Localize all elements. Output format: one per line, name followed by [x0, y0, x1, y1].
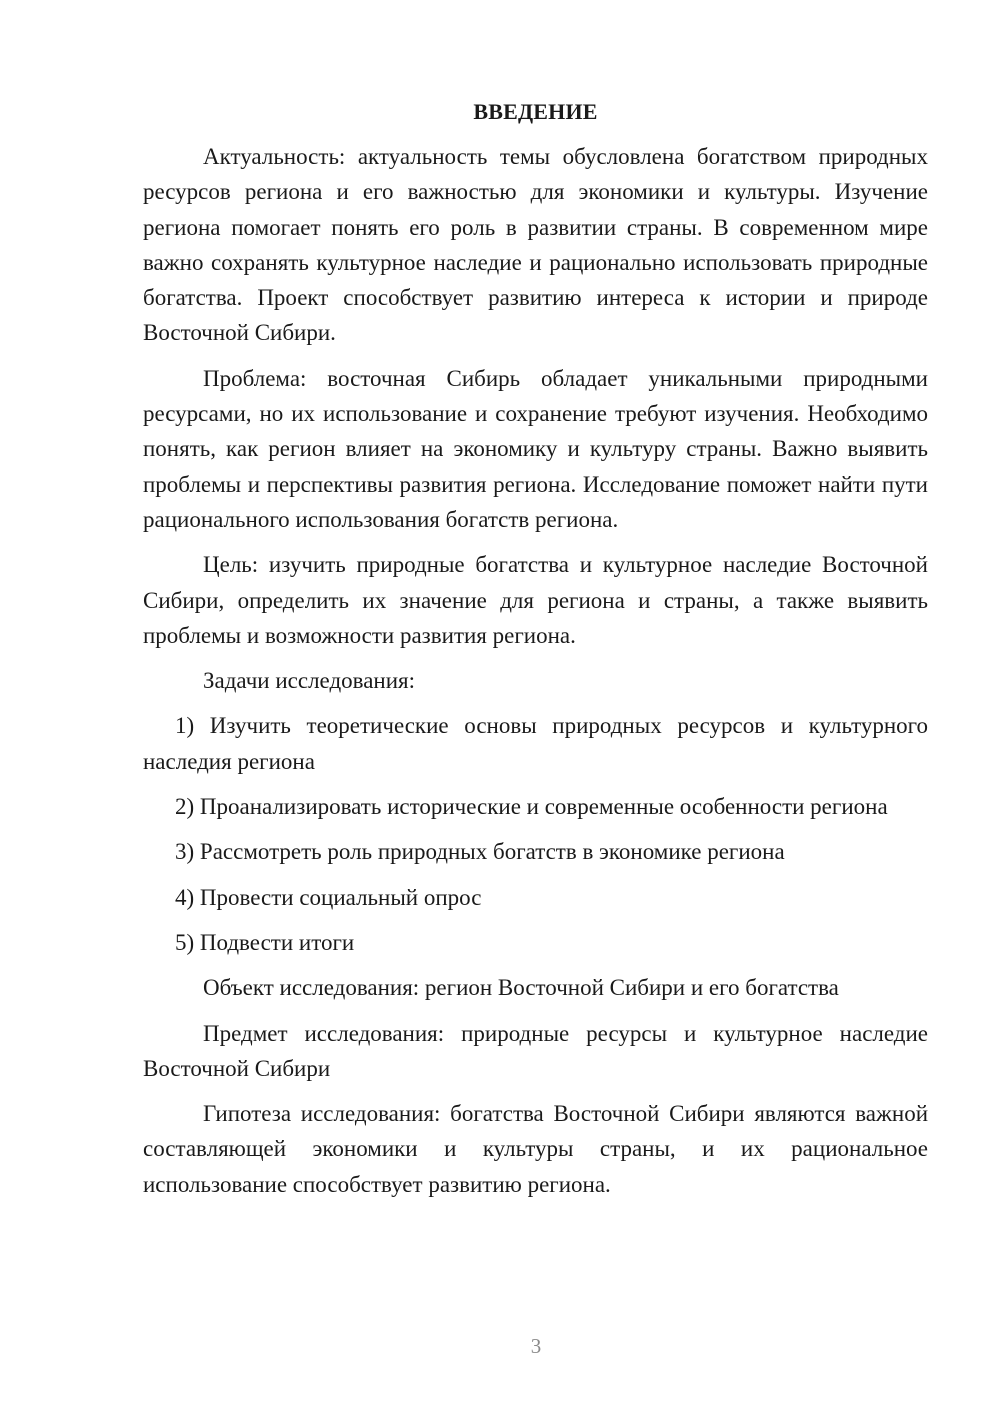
- problem-paragraph: Проблема: восточная Сибирь обладает уникальными природными ресурсами, но их использование и сохранение требуют изучения. Необходимо понять, как регион влияет на экономику и культуру страны. Важно выявить проблемы и перспективы развития региона. Исследование поможет найти пути рационального использования богатств региона.: [143, 365, 928, 532]
- task-item: 5) Подвести итоги: [175, 929, 355, 955]
- task-item: 4) Провести социальный опрос: [175, 884, 482, 910]
- document-body: [143, 94, 928, 1212]
- research-object-paragraph: Объект исследования: регион Восточной Сибири и его богатства: [203, 975, 839, 1001]
- hypothesis-paragraph: Гипотеза исследования: богатства Восточной Сибири являются важной составляющей экономики и культуры страны, и их рациональное использование способствует развитию региона.: [143, 1101, 928, 1197]
- task-item: 3) Рассмотреть роль природных богатств в экономике региона: [175, 839, 785, 865]
- task-item: 1) Изучить теоретические основы природных ресурсов и культурного наследия региона: [143, 713, 928, 774]
- goal-paragraph: Цель: изучить природные богатства и культурное наследие Восточной Сибири, определить их значение для региона и страны, а также выявить проблемы и возможности развития региона.: [143, 552, 928, 648]
- relevance-paragraph: Актуальность: актуальность темы обусловлена богатством природных ресурсов региона и его важностью для экономики и культуры. Изучение региона помогает понять его роль в развитии страны. В современном мире важно сохранять культурное наследие и рационально использовать природные богатства. Проект способствует развитию интереса к истории и природе Восточной Сибири.: [143, 144, 928, 346]
- page-title: ВВЕДЕНИЕ: [473, 99, 598, 124]
- tasks-heading: Задачи исследования:: [203, 668, 416, 694]
- research-subject-paragraph: Предмет исследования: природные ресурсы и культурное наследие Восточной Сибири: [143, 1020, 928, 1081]
- page-number: 3: [530, 1334, 542, 1358]
- task-item: 2) Проанализировать исторические и современные особенности региона: [175, 794, 888, 820]
